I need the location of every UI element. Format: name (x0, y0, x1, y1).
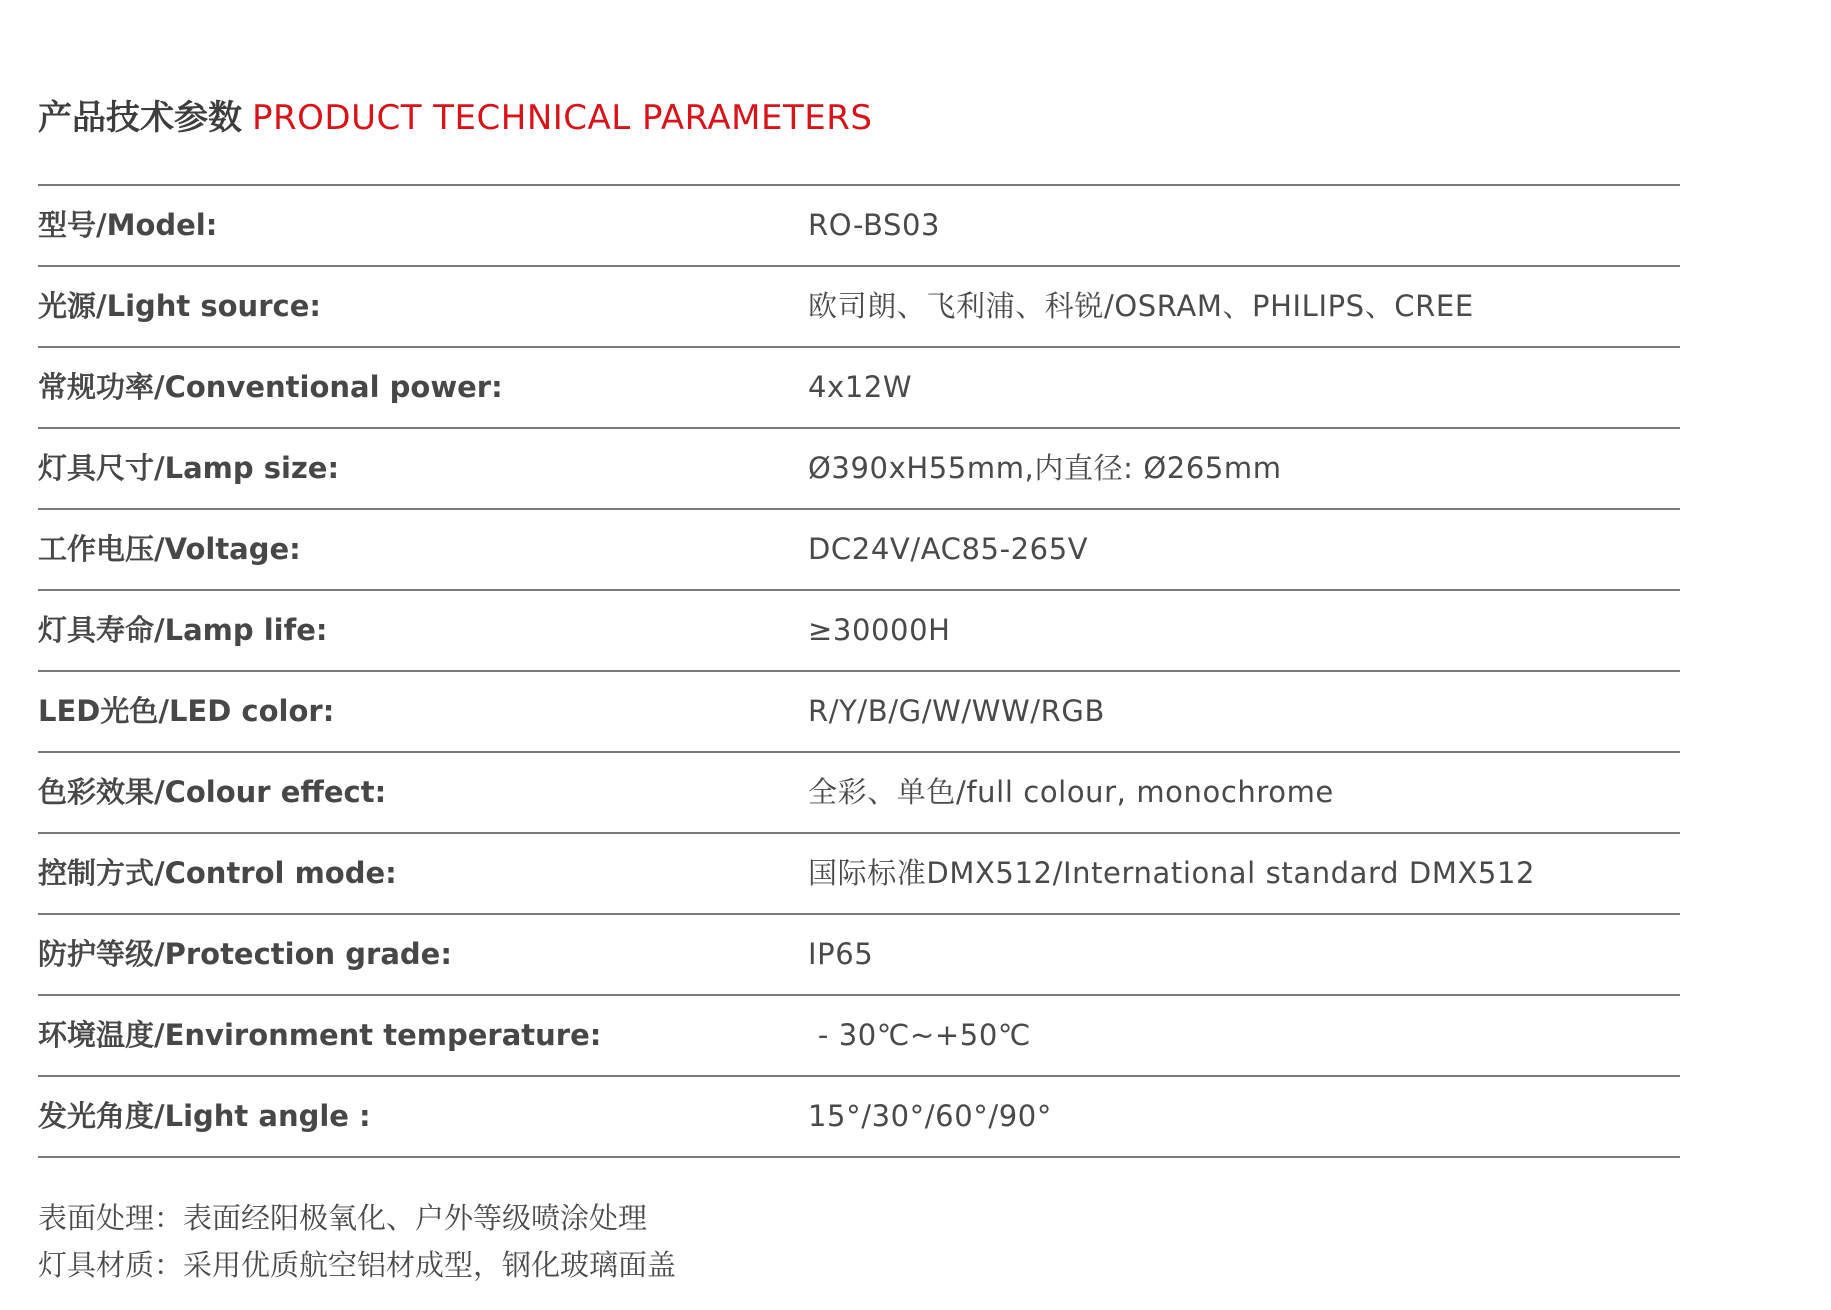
title-chinese: 产品技术参数 (38, 98, 242, 138)
page-title (38, 96, 872, 140)
param-row-led-color (38, 672, 1680, 753)
param-row-protection-grade (38, 915, 1680, 996)
param-value: 4x12W (808, 370, 913, 404)
param-value: Ø390xH55mm,内直径: Ø265mm (808, 451, 1282, 485)
param-label: 灯具寿命/Lamp life: (38, 613, 328, 647)
param-value: 国际标准DMX512/International standard DMX512 (808, 856, 1536, 890)
param-value: 欧司朗、飞利浦、科锐/OSRAM、PHILIPS、CREE (808, 289, 1474, 323)
notes-section (38, 1195, 676, 1289)
title-english: PRODUCT TECHNICAL PARAMETERS (252, 98, 873, 138)
param-label: 工作电压/Voltage: (38, 532, 301, 566)
parameters-table (38, 184, 1680, 1158)
param-value: - 30℃~+50℃ (808, 1018, 1032, 1052)
param-label: 环境温度/Environment temperature: (38, 1018, 602, 1052)
param-value: ≥30000H (808, 613, 951, 647)
param-row-model (38, 186, 1680, 267)
param-row-lamp-size (38, 429, 1680, 510)
param-label: 光源/Light source: (38, 289, 321, 323)
param-value: 全彩、单色/full colour, monochrome (808, 775, 1334, 809)
param-value: 15°/30°/60°/90° (808, 1099, 1052, 1133)
param-label: 灯具尺寸/Lamp size: (38, 451, 340, 485)
param-row-control-mode (38, 834, 1680, 915)
param-row-light-angle (38, 1077, 1680, 1158)
param-label: 常规功率/Conventional power: (38, 370, 503, 404)
param-label: 防护等级/Protection grade: (38, 937, 452, 971)
param-value: R/Y/B/G/W/WW/RGB (808, 694, 1105, 728)
param-label: 控制方式/Control mode: (38, 856, 397, 890)
param-row-voltage (38, 510, 1680, 591)
param-row-light-source (38, 267, 1680, 348)
param-value: RO-BS03 (808, 208, 941, 242)
note-lamp-material: 灯具材质：采用优质航空铝材成型，钢化玻璃面盖 (38, 1248, 677, 1282)
param-row-lamp-life (38, 591, 1680, 672)
param-row-temperature (38, 996, 1680, 1077)
param-label: LED光色/LED color: (38, 694, 335, 728)
param-value: IP65 (808, 937, 874, 971)
param-label: 色彩效果/Colour effect: (38, 775, 387, 809)
param-label: 发光角度/Light angle : (38, 1099, 371, 1133)
param-row-power (38, 348, 1680, 429)
param-value: DC24V/AC85-265V (808, 532, 1089, 566)
note-surface-treatment: 表面处理：表面经阳极氧化、户外等级喷涂处理 (38, 1201, 648, 1235)
param-row-colour-effect (38, 753, 1680, 834)
param-label: 型号/Model: (38, 208, 218, 242)
